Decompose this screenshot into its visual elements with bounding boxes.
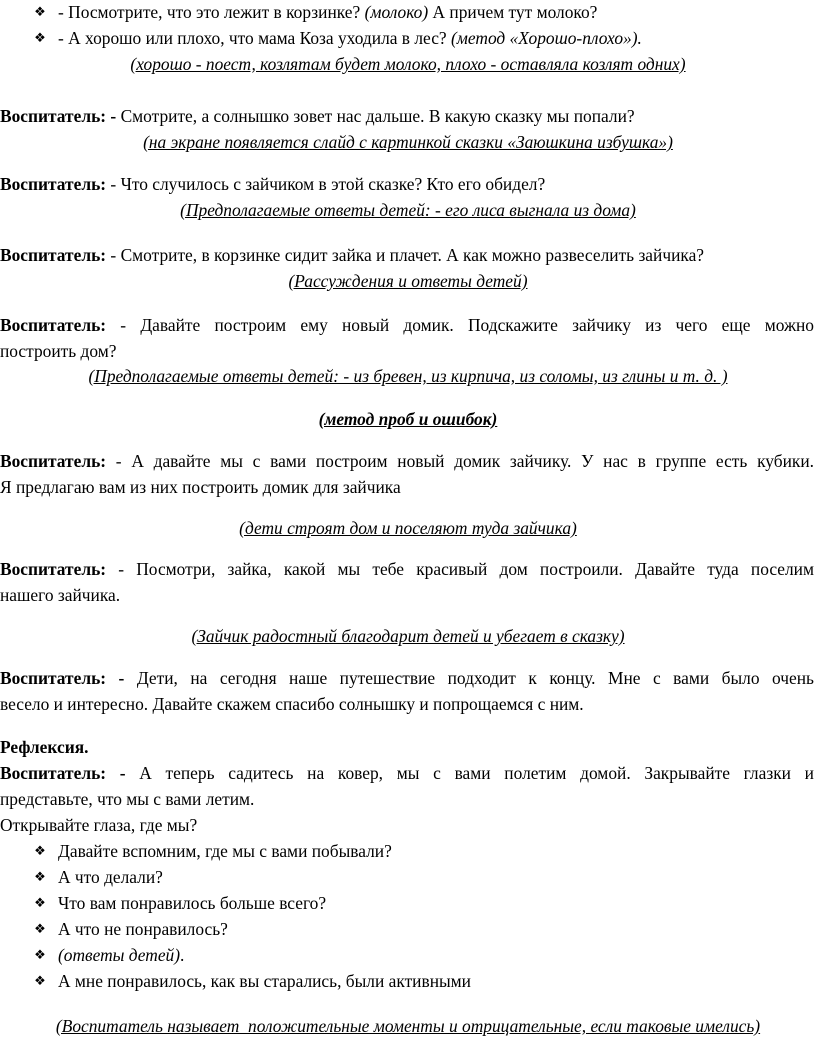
dialogue-line-cont: весело и интересно. Давайте скажем спасибо солнышку и попрощаемся с ним. — [0, 694, 584, 714]
dialogue-line: Воспитатель: - Смотрите, в корзинке сидит зайка и плачет. А как можно развеселить зайчика? — [0, 245, 705, 265]
bullet-icon: ❖ — [34, 31, 46, 46]
bullet-item: - Посмотрите, что это лежит в корзинке? (молоко) А причем тут молоко? — [58, 2, 598, 22]
stage-note: (Предполагаемые ответы детей: - его лиса выгнала из дома) — [180, 200, 636, 220]
bullet-item: А что не понравилось? — [58, 919, 228, 939]
stage-note: (Рассуждения и ответы детей) — [288, 271, 528, 291]
dialogue-line: Воспитатель: - Что случилось с зайчиком в этой сказке? Кто его обидел? — [0, 174, 546, 194]
stage-note: (хорошо - поест, козлятам будет молоко, плохо - оставляла козлят одних) — [130, 54, 686, 74]
bullet-icon: ❖ — [34, 5, 46, 20]
stage-note: (Предполагаемые ответы детей: - из бревен, из кирпича, из соломы, из глины и т. д. ) — [88, 366, 728, 386]
bullet-item: (ответы детей). — [58, 945, 185, 965]
bullet-item: А мне понравилось, как вы старались, были активными — [58, 971, 471, 991]
dialogue-line: Воспитатель: - Смотрите, а солнышко зовет нас дальше. В какую сказку мы попали? — [0, 106, 635, 126]
stage-note: (Зайчик радостный благодарит детей и убегает в сказку) — [191, 626, 625, 646]
dialogue-line: Воспитатель: - Давайте построим ему новый домик. Подскажите зайчику из чего еще можно — [0, 315, 814, 335]
bullet-icon: ❖ — [34, 922, 46, 937]
dialogue-line-cont: построить дом? — [0, 341, 117, 361]
dialogue-line: Воспитатель: - Посмотри, зайка, какой мы тебе красивый дом построили. Давайте туда поселим — [0, 559, 814, 579]
dialogue-line: Воспитатель: - А давайте мы с вами построим новый домик зайчику. У нас в группе есть кубики. — [0, 451, 814, 471]
bullet-icon: ❖ — [34, 974, 46, 989]
bullet-item: Давайте вспомним, где мы с вами побывали? — [58, 841, 392, 861]
dialogue-line: Воспитатель: - А теперь садитесь на ковер, мы с вами полетим домой. Закрывайте глазки и — [0, 763, 814, 783]
dialogue-line: Воспитатель: - Дети, на сегодня наше путешествие подходит к концу. Мне с вами было очень — [0, 668, 814, 688]
bullet-icon: ❖ — [34, 896, 46, 911]
bullet-icon: ❖ — [34, 844, 46, 859]
section-heading: Рефлексия. — [0, 737, 89, 757]
bullet-icon: ❖ — [34, 948, 46, 963]
stage-note: (на экране появляется слайд с картинкой сказки «Заюшкина избушка») — [143, 132, 673, 152]
bullet-item: А что делали? — [58, 867, 163, 887]
dialogue-line-cont: Открывайте глаза, где мы? — [0, 815, 198, 835]
dialogue-line-cont: представьте, что мы с вами летим. — [0, 789, 255, 809]
dialogue-line-cont: Я предлагаю вам из них построить домик для зайчика — [0, 477, 401, 497]
bullet-icon: ❖ — [34, 870, 46, 885]
bullet-item: Что вам понравилось больше всего? — [58, 893, 327, 913]
bullet-item: - А хорошо или плохо, что мама Коза уходила в лес? (метод «Хорошо-плохо»). — [58, 28, 642, 48]
method-title: (метод проб и ошибок) — [318, 409, 498, 429]
stage-note: (дети строят дом и поселяют туда зайчика) — [239, 518, 577, 538]
dialogue-line-cont: нашего зайчика. — [0, 585, 121, 605]
final-note: (Воспитатель называет положительные моменты и отрицательные, если таковые имелись) — [55, 1016, 761, 1036]
